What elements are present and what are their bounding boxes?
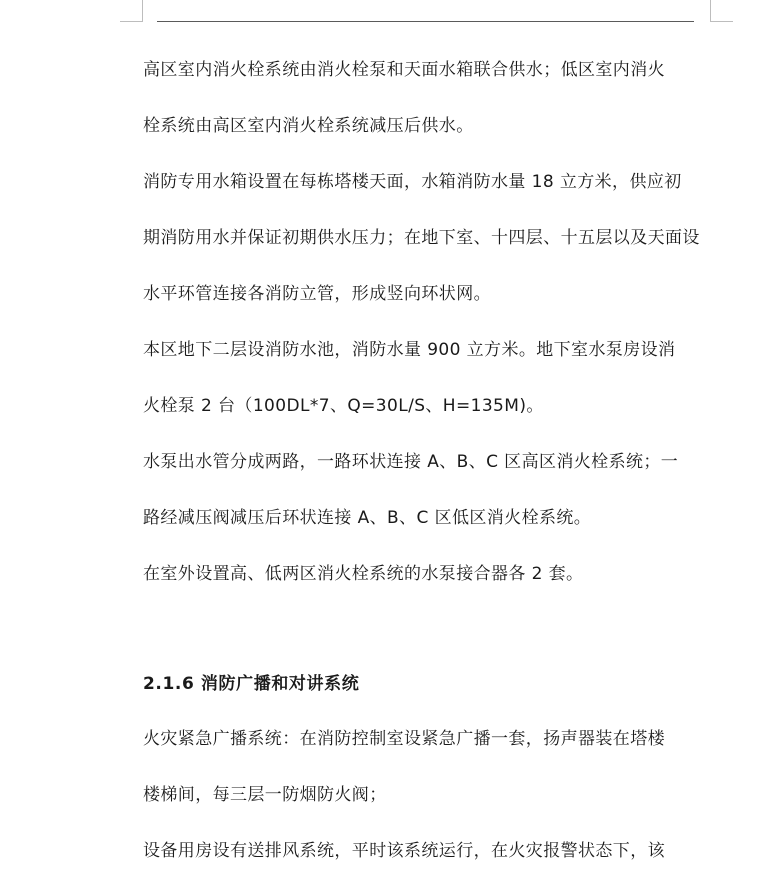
body-line: 本区地下二层设消防水池，消防水量 900 立方米。地下室水泵房设消 [143,340,676,360]
body-line: 期消防用水并保证初期供水压力；在地下室、十四层、十五层以及天面设 [143,228,700,248]
body-line: 火栓泵 2 台（100DL*7、Q=30L/S、H=135M)。 [143,396,544,416]
section-heading: 2.1.6 消防广播和对讲系统 [143,674,360,694]
body-line: 水泵出水管分成两路，一路环状连接 A、B、C 区高区消火栓系统；一 [143,452,679,472]
crop-mark-top-left [120,21,142,22]
crop-mark-top-left [142,0,143,22]
body-line: 消防专用水箱设置在每栋塔楼天面，水箱消防水量 18 立方米，供应初 [143,172,682,192]
header-rule [157,21,694,22]
crop-mark-top-right [710,0,711,22]
body-line: 设备用房设有送排风系统，平时该系统运行，在火灾报警状态下，该 [143,841,665,861]
body-line: 楼梯间，每三层一防烟防火阀； [143,785,387,805]
body-line: 栓系统由高区室内消火栓系统减压后供水。 [143,116,474,136]
body-line: 在室外设置高、低两区消火栓系统的水泵接合器各 2 套。 [143,564,584,584]
crop-mark-top-right [711,21,733,22]
body-line: 水平环管连接各消防立管，形成竖向环状网。 [143,284,491,304]
body-line: 路经减压阀减压后环状连接 A、B、C 区低区消火栓系统。 [143,508,592,528]
body-line: 高区室内消火栓系统由消火栓泵和天面水箱联合供水；低区室内消火 [143,60,665,80]
body-line: 火灾紧急广播系统：在消防控制室设紧急广播一套，扬声器装在塔楼 [143,729,665,749]
